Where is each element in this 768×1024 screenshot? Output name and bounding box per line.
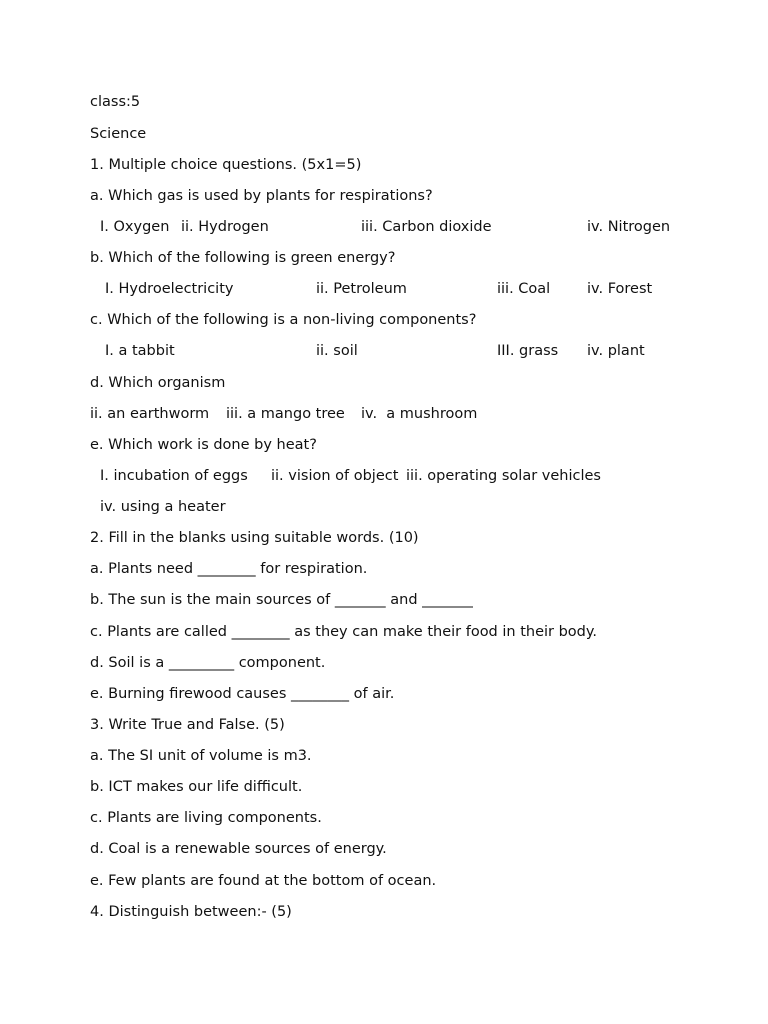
- subject-label: Science: [90, 126, 147, 142]
- q2-item-e: e. Burning firewood causes ________ of air.: [90, 686, 395, 702]
- q1e-option-4: iv. using a heater: [100, 499, 226, 515]
- q2-title: 2. Fill in the blanks using suitable words. (10): [90, 530, 419, 546]
- q3-item-c: c. Plants are living components.: [90, 810, 322, 826]
- q1d-option-1: ii. an earthworm: [90, 406, 210, 422]
- q1b-option-4: iv. Forest: [587, 281, 653, 297]
- q1a-option-3: iii. Carbon dioxide: [361, 219, 492, 235]
- q1a-option-4: iv. Nitrogen: [587, 219, 671, 235]
- q3-title: 3. Write True and False. (5): [90, 717, 285, 733]
- q1b-option-3: iii. Coal: [497, 281, 551, 297]
- q1e-question: e. Which work is done by heat?: [90, 437, 317, 453]
- q1a-option-1: I. Oxygen: [100, 219, 170, 235]
- q1c-option-2: ii. soil: [316, 343, 358, 359]
- q1d-option-3: iv. a mushroom: [361, 406, 478, 422]
- q3-item-d: d. Coal is a renewable sources of energy.: [90, 841, 387, 857]
- q1c-question: c. Which of the following is a non-living components?: [90, 312, 477, 328]
- q1b-option-2: ii. Petroleum: [316, 281, 407, 297]
- q1e-option-2: ii. vision of object: [271, 468, 399, 484]
- q1a-option-2: ii. Hydrogen: [181, 219, 269, 235]
- q3-item-b: b. ICT makes our life difficult.: [90, 779, 303, 795]
- q1e-option-3: iii. operating solar vehicles: [406, 468, 601, 484]
- q1d-option-2: iii. a mango tree: [226, 406, 345, 422]
- q4-title: 4. Distinguish between:- (5): [90, 904, 292, 920]
- q1b-question: b. Which of the following is green energy?: [90, 250, 396, 266]
- q3-item-a: a. The SI unit of volume is m3.: [90, 748, 312, 764]
- q1c-option-1: I. a tabbit: [105, 343, 175, 359]
- q1a-question: a. Which gas is used by plants for respirations?: [90, 188, 433, 204]
- q1e-option-1: I. incubation of eggs: [100, 468, 248, 484]
- q1b-option-1: I. Hydroelectricity: [105, 281, 234, 297]
- q2-item-d: d. Soil is a _________ component.: [90, 655, 326, 671]
- q1c-option-4: iv. plant: [587, 343, 645, 359]
- q1d-question: d. Which organism: [90, 375, 226, 391]
- q1c-option-3: III. grass: [497, 343, 559, 359]
- q2-item-a: a. Plants need ________ for respiration.: [90, 561, 368, 577]
- q3-item-e: e. Few plants are found at the bottom of ocean.: [90, 873, 437, 889]
- q2-item-c: c. Plants are called ________ as they can make their food in their body.: [90, 624, 597, 640]
- class-label: class:5: [90, 94, 141, 110]
- q2-item-b: b. The sun is the main sources of _______ and _______: [90, 592, 473, 608]
- q1-title: 1. Multiple choice questions. (5x1=5): [90, 157, 362, 173]
